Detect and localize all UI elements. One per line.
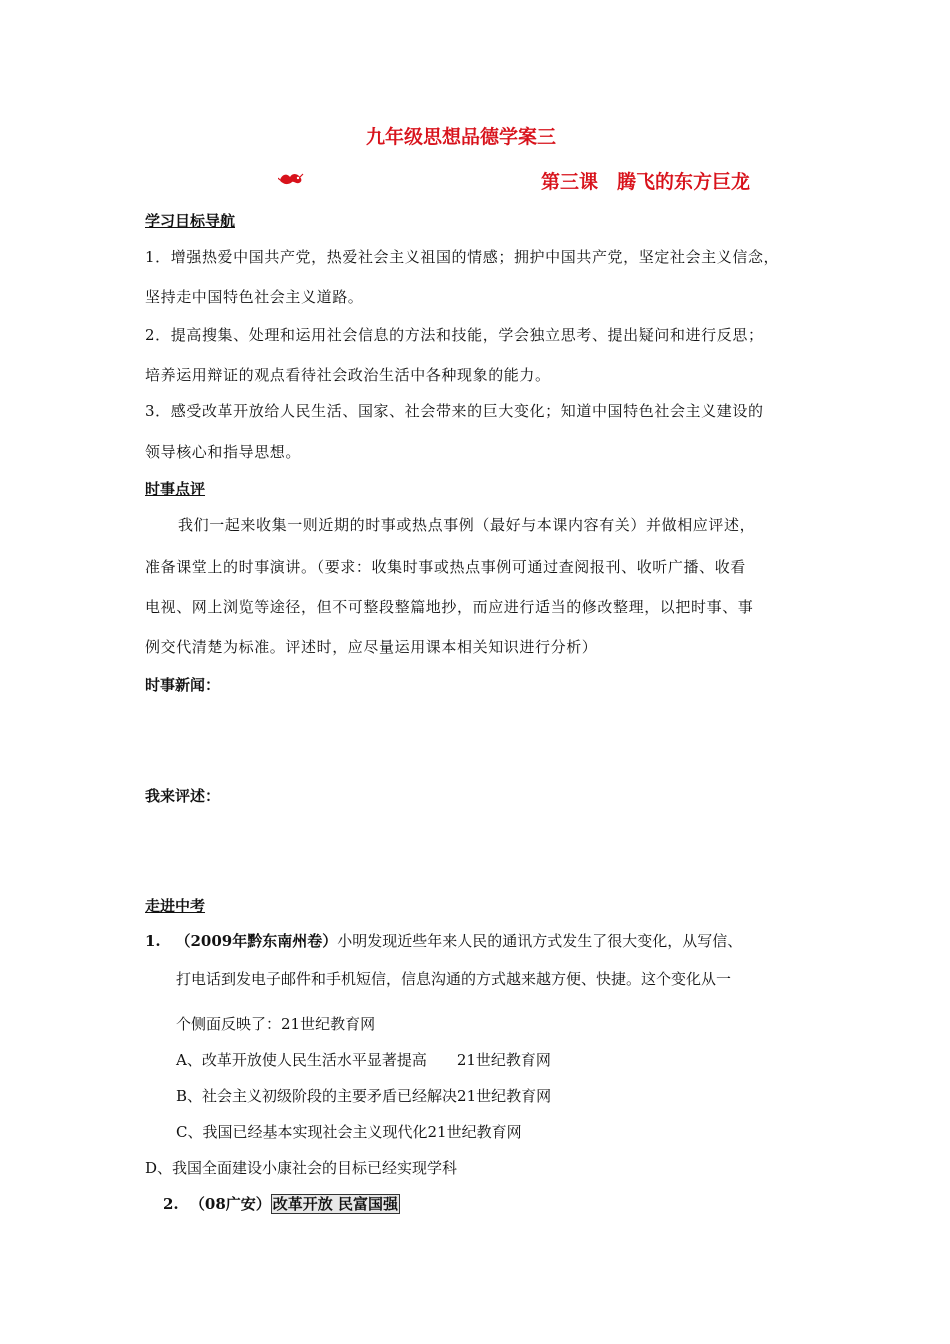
question-stem-line: 打电话到发电子邮件和手机短信，信息沟通的方式越来越方便、快捷。这个变化从一 <box>176 970 732 988</box>
comment-label: 我来评述： <box>145 787 221 805</box>
question-number: 1. <box>145 932 161 950</box>
goals-line: 1．增强热爱中国共产党，热爱社会主义祖国的情感；拥护中国共产党，坚定社会主义信念， <box>145 248 780 266</box>
question-stem-line: 个侧面反映了：21世纪教育网 <box>176 1015 376 1033</box>
news-label: 时事新闻： <box>145 676 221 694</box>
news-line: 电视、网上浏览等途径，但不可整段整篇地抄，而应进行适当的修改整理，以把时事、事 <box>145 598 754 616</box>
option-a: A、改革开放使人民生活水平显著提高 21世纪教育网 <box>176 1051 551 1069</box>
exam-heading: 走进中考 <box>145 897 206 915</box>
question-1 <box>145 930 742 951</box>
goals-line: 培养运用辩证的观点看待社会政治生活中各种现象的能力。 <box>145 366 551 384</box>
goals-heading: 学习目标导航 <box>145 212 236 230</box>
goals-line: 2．提高搜集、处理和运用社会信息的方法和技能，学会独立思考、提出疑问和进行反思； <box>145 326 764 344</box>
question-topic: 改革开放 民富国强 <box>272 1195 399 1213</box>
news-line: 准备课堂上的时事演讲。（要求：收集时事或热点事例可通过查阅报刊、收听广播、收看 <box>145 558 746 576</box>
option-c: C、我国已经基本实现社会主义现代化21世纪教育网 <box>176 1123 522 1141</box>
news-line: 我们一起来收集一则近期的时事或热点事例（最好与本课内容有关）并做相应评述， <box>178 516 756 534</box>
question-number: 2. <box>163 1195 179 1213</box>
news-heading: 时事点评 <box>145 480 206 498</box>
option-d: D、我国全面建设小康社会的目标已经实现学科 <box>145 1159 458 1177</box>
goals-line: 坚持走中国特色社会主义道路。 <box>145 288 364 306</box>
question-source: （2009年黔东南州卷） <box>175 932 338 950</box>
option-b: B、社会主义初级阶段的主要矛盾已经解决21世纪教育网 <box>176 1087 552 1105</box>
news-line: 例交代清楚为标准。评述时，应尽量运用课本相关知识进行分析） <box>145 638 598 656</box>
goals-line: 领导核心和指导思想。 <box>145 443 302 461</box>
document-title: 九年级思想品德学案三 <box>366 126 557 148</box>
question-source: （08广安） <box>189 1195 271 1213</box>
goals-line: 3．感受改革开放给人民生活、国家、社会带来的巨大变化；知道中国特色社会主义建设的 <box>145 402 764 420</box>
dragon-ornament-icon <box>278 170 304 188</box>
lesson-title: 第三课 腾飞的东方巨龙 <box>541 171 751 193</box>
question-2 <box>163 1193 400 1214</box>
question-stem: 小明发现近些年来人民的通讯方式发生了很大变化，从写信、 <box>337 932 743 950</box>
